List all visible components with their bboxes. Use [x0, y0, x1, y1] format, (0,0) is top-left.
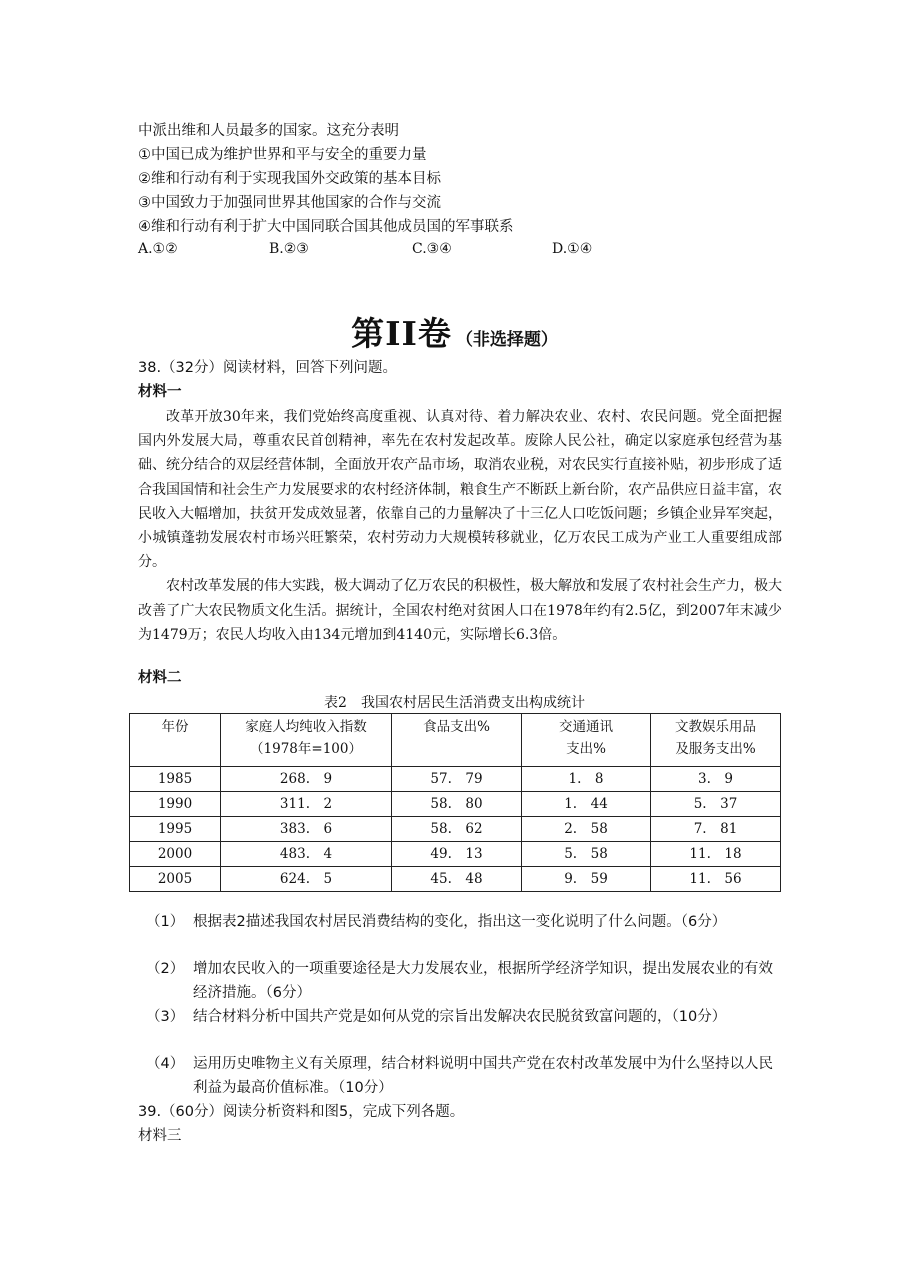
table-cell: 1990 — [130, 792, 221, 817]
section-title — [0, 308, 909, 355]
material1-label: 材料一 — [138, 384, 182, 400]
table-cell: 1985 — [130, 767, 221, 792]
option-1: ①中国已成为维护世界和平与安全的重要力量 — [138, 147, 427, 163]
choice-a: A.①② — [138, 241, 178, 257]
table-row — [130, 792, 781, 817]
material1-paragraph-2: 农村改革发展的伟大实践，极大调动了亿万农民的积极性，极大解放和发展了农村社会生产力，极大改善了广大农民物质文化生活。据统计，全国农村绝对贫困人口在1978年约有2.5亿，到2007年末减少为1479万；农民人均收入由134元增加到4140元，实际增长6.3倍。 — [138, 578, 782, 643]
table-cell: 57. 79 — [392, 767, 522, 792]
material3-label: 材料三 — [138, 1128, 182, 1144]
table-row — [130, 767, 781, 792]
question-2-number: （2） — [146, 961, 185, 977]
material1-paragraph-1: 改革开放30年来，我们党始终高度重视、认真对待、着力解决农业、农村、农民问题。党全面把握国内外发展大局，尊重农民首创精神，率先在农村发起改革。废除人民公社，确定以家庭承包经营为基础、统分结合的双层经营体制，全面放开农产品市场，取消农业税，对农民实行直接补贴，初步形成了适合我国国情和社会生产力发展要求的农村经济体制，粮食生产不断跃上新台阶，农产品供应日益丰富，农民收入大幅增加，扶贫开发成效显著，依靠自己的力量解决了十三亿人口吃饭问题；乡镇企业异军突起，小城镇蓬勃发展农村市场兴旺繁荣，农村劳动力大规模转移就业，亿万农民工成为产业工人重要组成部分。 — [138, 409, 782, 571]
table-cell: 483. 4 — [221, 842, 392, 867]
choice-b: B.②③ — [269, 241, 309, 257]
table-cell: 1. 8 — [522, 767, 651, 792]
table-row — [130, 867, 781, 892]
question-2 — [146, 958, 786, 1006]
table-cell: 3. 9 — [651, 767, 781, 792]
option-3: ③中国致力于加强同世界其他国家的合作与交流 — [138, 195, 441, 211]
table-caption: 表2 我国农村居民生活消费支出构成统计 — [324, 695, 585, 711]
material1-body — [138, 405, 782, 647]
table-cell: 58. 80 — [392, 792, 522, 817]
option-2: ②维和行动有利于实现我国外交政策的基本目标 — [138, 171, 441, 187]
section-title-sub: （非选择题） — [455, 330, 558, 350]
question-3-text: 结合材料分析中国共产党是如何从党的宗旨出发解决农民脱贫致富问题的，（10分） — [193, 1009, 727, 1025]
material2-label: 材料二 — [138, 670, 182, 686]
table-cell: 9. 59 — [522, 867, 651, 892]
answer-choices — [138, 241, 698, 261]
question-1-number: （1） — [146, 914, 185, 930]
q38-header: 38.（32分）阅读材料，回答下列问题。 — [138, 360, 398, 376]
header-income-index: 家庭人均纯收入指数 （1978年=100） — [221, 714, 392, 767]
table-cell: 58. 62 — [392, 817, 522, 842]
question-4-number: （4） — [146, 1056, 185, 1072]
consumption-table — [129, 713, 781, 892]
table-header-row — [130, 714, 781, 767]
question-4 — [146, 1053, 786, 1101]
table-cell: 383. 6 — [221, 817, 392, 842]
table-cell: 1. 44 — [522, 792, 651, 817]
header-culture: 文教娱乐用品 及服务支出% — [651, 714, 781, 767]
table-cell: 7. 81 — [651, 817, 781, 842]
q39-header: 39.（60分）阅读分析资料和图5，完成下列各题。 — [138, 1104, 465, 1120]
table-cell: 5. 58 — [522, 842, 651, 867]
choice-d: D.①④ — [552, 241, 593, 257]
table-cell: 311. 2 — [221, 792, 392, 817]
choice-c: C.③④ — [412, 241, 452, 257]
table-cell: 5. 37 — [651, 792, 781, 817]
question-2-text: 增加农民收入的一项重要途径是大力发展农业，根据所学经济学知识，提出发展农业的有效经济措施。（6分） — [193, 961, 773, 1001]
table-cell: 2. 58 — [522, 817, 651, 842]
top-text-line: 中派出维和人员最多的国家。这充分表明 — [138, 123, 399, 139]
question-3 — [146, 1006, 786, 1054]
header-food: 食品支出% — [392, 714, 522, 767]
table-cell: 49. 13 — [392, 842, 522, 867]
question-1-text: 根据表2描述我国农村居民消费结构的变化，指出这一变化说明了什么问题。（6分） — [193, 914, 727, 930]
table-row — [130, 817, 781, 842]
question-3-number: （3） — [146, 1009, 185, 1025]
section-title-main: 第II卷 — [351, 314, 452, 353]
table-cell: 45. 48 — [392, 867, 522, 892]
header-year: 年份 — [130, 714, 221, 767]
table-cell: 11. 56 — [651, 867, 781, 892]
table-row — [130, 842, 781, 867]
table-cell: 268. 9 — [221, 767, 392, 792]
table-cell: 624. 5 — [221, 867, 392, 892]
option-4: ④维和行动有利于扩大中国同联合国其他成员国的军事联系 — [138, 219, 514, 235]
question-4-text: 运用历史唯物主义有关原理，结合材料说明中国共产党在农村改革发展中为什么坚持以人民利益为最高价值标准。（10分） — [193, 1056, 773, 1096]
table-cell: 2000 — [130, 842, 221, 867]
table-cell: 2005 — [130, 867, 221, 892]
table-cell: 11. 18 — [651, 842, 781, 867]
header-transport: 交通通讯 支出% — [522, 714, 651, 767]
table-cell: 1995 — [130, 817, 221, 842]
question-1 — [146, 911, 786, 959]
